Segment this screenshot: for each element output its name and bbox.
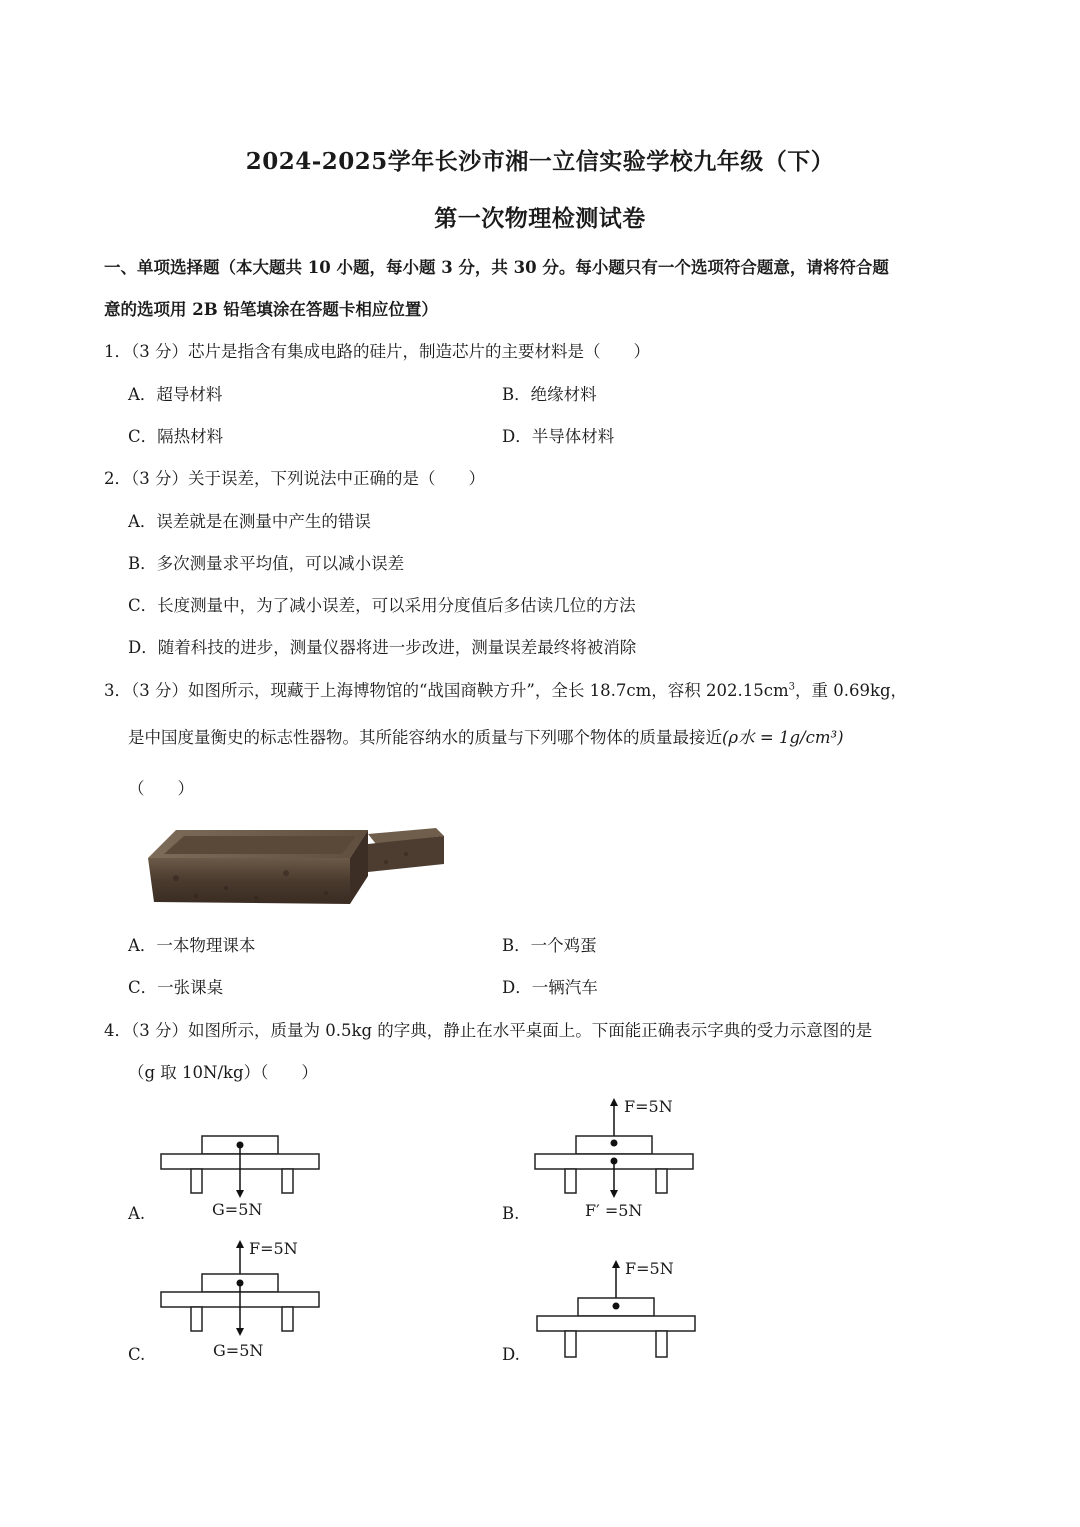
question-1-option-d: D．半导体材料 — [502, 427, 615, 446]
question-1-option-c: C．隔热材料 — [128, 427, 224, 446]
diagram-c-gravity-label: G=5N — [213, 1341, 264, 1360]
diagram-b-pressure-label: F′ =5N — [585, 1201, 643, 1220]
question-2-option-b: B．多次测量求平均值，可以减小误差 — [128, 554, 405, 573]
question-3-stem-superscript: 3 — [788, 681, 795, 693]
question-3-formula: (ρ水 = 1g/cm³) — [722, 728, 844, 747]
force-diagram-d — [532, 1258, 702, 1366]
question-3-stem-text-2: 是中国度量衡史的标志性器物。其所能容纳水的质量与下列哪个物体的质量最接近 — [128, 728, 722, 747]
question-4-option-d-label: D. — [502, 1345, 520, 1364]
question-3-stem-text-b: ，重 0.69kg， — [794, 681, 908, 700]
question-3-stem-line1 — [104, 677, 907, 701]
question-3-option-c: C．一张课桌 — [128, 978, 224, 997]
question-2-option-d: D．随着科技的进步，测量仪器将进一步改进，测量误差最终将被消除 — [128, 638, 637, 657]
question-4-stem-line2: （g 取 10N/kg）（ ） — [128, 1063, 318, 1082]
section-heading-line2: 意的选项用 2B 铅笔填涂在答题卡相应位置） — [104, 300, 438, 319]
section-heading-line1: 一、单项选择题（本大题共 10 小题，每小题 3 分，共 30 分。每小题只有一个选项符合题意，请将符合题 — [104, 258, 889, 277]
diagram-a-gravity-label: G=5N — [212, 1200, 263, 1219]
question-4-option-b-label: B. — [502, 1204, 520, 1223]
question-2-stem: 2．（3 分）关于误差，下列说法中正确的是（ ） — [104, 469, 485, 488]
question-4-stem-line1: 4．（3 分）如图所示，质量为 0.5kg 的字典，静止在水平桌面上。下面能正确表示字典的受力示意图的是 — [104, 1021, 873, 1040]
question-1-stem: 1．（3 分）芯片是指含有集成电路的硅片，制造芯片的主要材料是（ ） — [104, 342, 650, 361]
page-title: 2024-2025学年长沙市湘一立信实验学校九年级（下） — [245, 148, 835, 175]
question-1-option-b: B．绝缘材料 — [502, 385, 597, 404]
diagram-c-support-label: F=5N — [249, 1239, 298, 1258]
question-2-option-a: A．误差就是在测量中产生的错误 — [128, 512, 371, 531]
question-2-option-c: C．长度测量中，为了减小误差，可以采用分度值后多估读几位的方法 — [128, 596, 636, 615]
question-3-stem-line2 — [128, 724, 844, 748]
question-3-option-b: B．一个鸡蛋 — [502, 936, 597, 955]
question-3-option-a: A．一本物理课本 — [128, 936, 256, 955]
question-4-option-a-label: A. — [128, 1204, 146, 1223]
question-3-option-d: D．一辆汽车 — [502, 978, 598, 997]
page-subtitle: 第一次物理检测试卷 — [434, 205, 646, 232]
question-4-option-c-label: C. — [128, 1345, 146, 1364]
question-3-stem-text-a: 3．（3 分）如图所示，现藏于上海博物馆的“战国商鞅方升”，全长 18.7cm，容积 202.15cm — [104, 681, 789, 700]
question-1-option-a: A．超导材料 — [128, 385, 223, 404]
diagram-d-support-label: F=5N — [625, 1259, 674, 1278]
diagram-b-support-label: F=5N — [624, 1097, 673, 1116]
bronze-measure-vessel-image — [136, 818, 448, 910]
question-3-answer-paren: （ ） — [128, 779, 194, 798]
